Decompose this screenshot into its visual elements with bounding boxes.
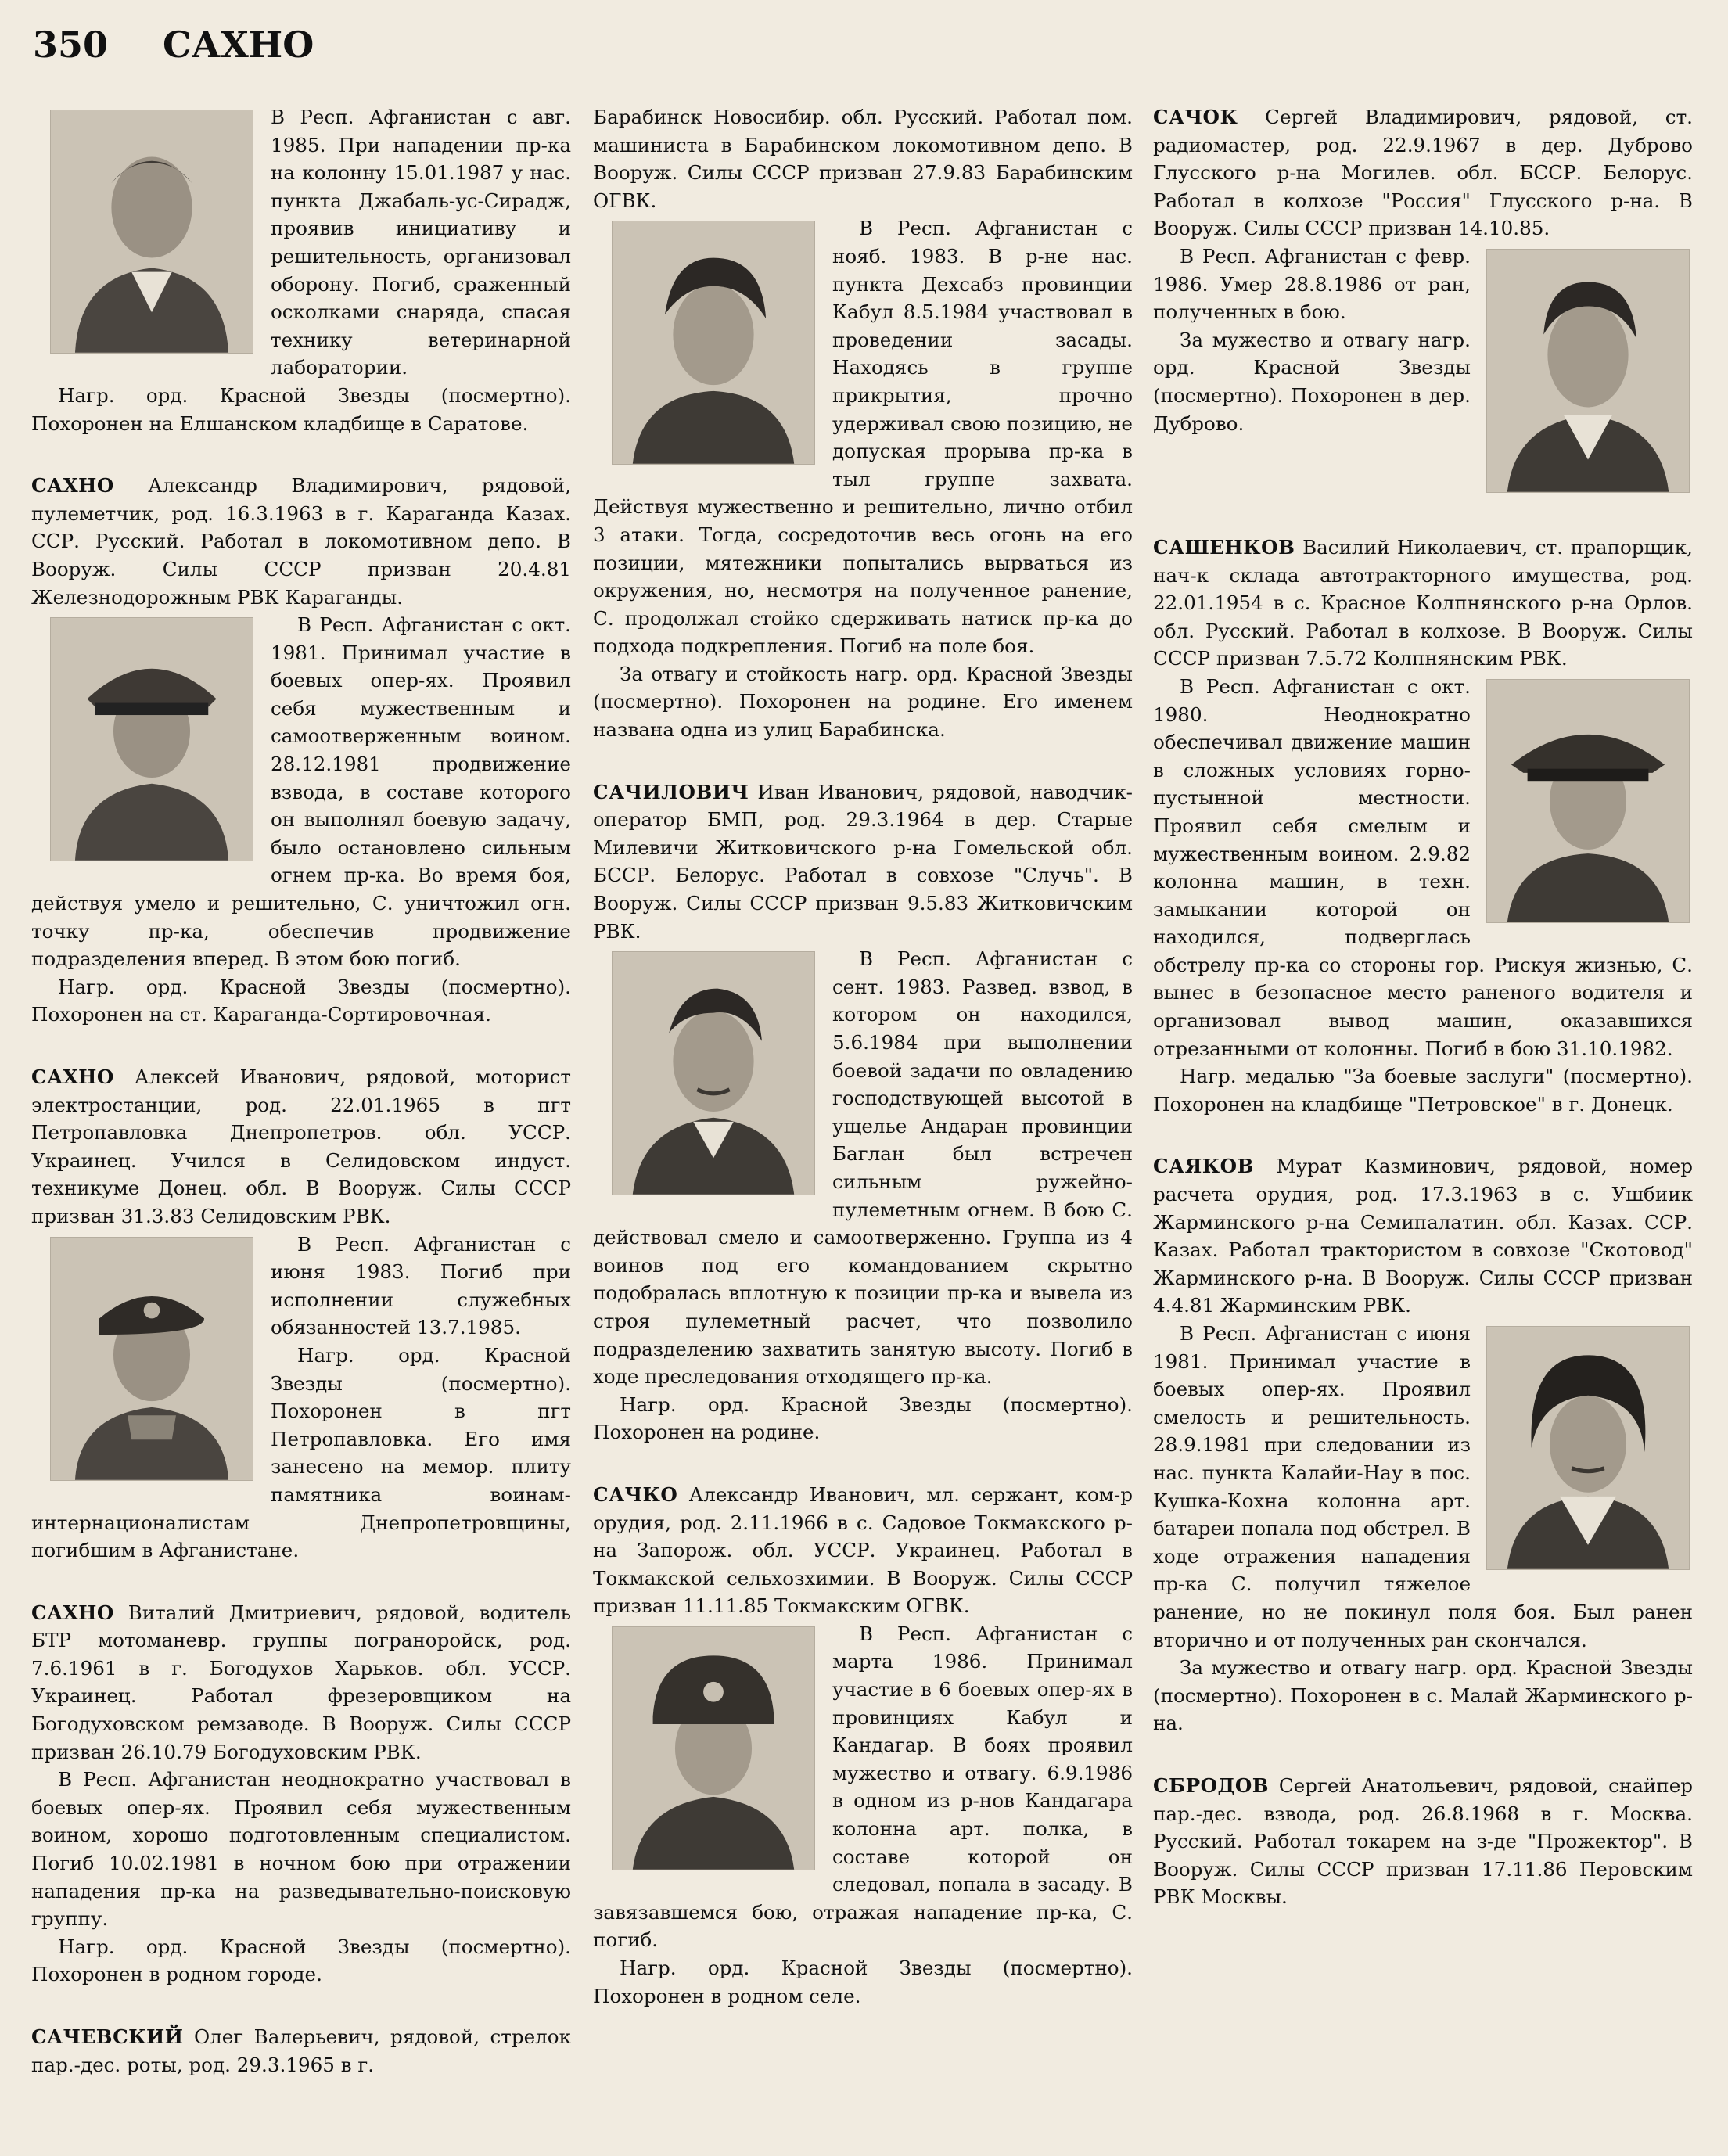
entry-sashenkov bbox=[1153, 534, 1693, 1118]
paragraph: Олег Валерьевич, рядовой, стрелок пар.-дес. роты, род. 29.3.1965 в г. bbox=[31, 2025, 571, 2076]
paragraph: За мужество и отвагу нагр. орд. Красной Звезды (посмертно). Похоронен в дер. Дуброво. bbox=[1153, 328, 1471, 435]
entry-sachevskiy bbox=[31, 2023, 571, 2079]
entry-continued bbox=[593, 103, 1133, 744]
paragraph: Александр Иванович, мл. сержант, ком-р орудия, род. 2.11.1966 в с. Садовое Токмакского р-на Запорож. обл. УССР. Украинец. Работал в Токмакской сельхозхимии. В Вооруж. Силы СССР призван 11.11.85 Токмакским ОГВК. bbox=[593, 1482, 1133, 1618]
entry-sayakov bbox=[1153, 1152, 1693, 1737]
portrait-icon bbox=[51, 1238, 253, 1480]
surname: САХНО bbox=[31, 1601, 114, 1624]
surname: САЧКО bbox=[593, 1482, 678, 1506]
paragraph: В Респ. Афганистан с февр. 1986. Умер 28.8.1986 от ран, полученных в бою. bbox=[1153, 244, 1471, 324]
entry-sachok bbox=[1153, 103, 1693, 499]
paragraph: В Респ. Афганистан с авг. 1985. При нападении пр-ка на колонну 15.01.1987 у нас. пункта Джабаль-ус-Сирадж, проявив инициативу и решительность, организовал оборону. Погиб, сраженный осколками снаряда, спасая технику ветеринарной лаборатории. bbox=[271, 106, 571, 379]
portrait-photo bbox=[612, 951, 815, 1195]
paragraph: В Респ. Афганистан с марта 1986. Принимал участие в 6 боевых опер-ях в провинциях Кабул и Кандагар. В боях проявил мужество и отвагу. 6.9.1986 в одном из р-нов Кандагара колонна арт. полка, в составе которой он следовал, попала в засаду. В завязавшемся бою, отражая нападение пр-ка, С. погиб. bbox=[593, 1622, 1133, 1952]
paragraph: Барабинск Новосибир. обл. Русский. Работал пом. машиниста в Барабинском локомотивном депо. В Вооруж. Силы СССР призван 27.9.83 Барабинским ОГВК. bbox=[593, 106, 1133, 212]
entry-continued bbox=[31, 103, 571, 437]
surname: САЧЕВСКИЙ bbox=[31, 2025, 184, 2048]
surname: САХНО bbox=[31, 1065, 114, 1088]
column-1 bbox=[31, 103, 571, 2113]
entry-sakhno-aleksey bbox=[31, 1063, 571, 1565]
portrait-photo bbox=[612, 221, 815, 465]
column-3 bbox=[1153, 103, 1693, 1946]
running-head: САХНО bbox=[163, 23, 314, 66]
portrait-photo bbox=[50, 1237, 253, 1481]
surname: САШЕНКОВ bbox=[1153, 535, 1295, 559]
portrait-icon bbox=[1487, 680, 1689, 922]
paragraph: Сергей Анатольевич, рядовой, снайпер пар.-дес. взвода, род. 26.8.1968 в г. Москва. Русский. Работал токарем на з-де "Прожектор". В Вооруж. Силы СССР призван 17.11.86 Перовским РВК Москвы. bbox=[1153, 1773, 1693, 1909]
surname: САХНО bbox=[31, 474, 114, 498]
portrait-icon bbox=[613, 221, 814, 464]
portrait-icon bbox=[1487, 1327, 1689, 1569]
paragraph: Алексей Иванович, рядовой, моторист электростанции, род. 22.01.1965 в пгт Петропавловка Днепропетров. обл. УССР. Украинец. Учился в Селидовском индуст. техникуме Донец. обл. В Вооруж. Силы СССР призван 31.3.83 Селидовским РВК. bbox=[31, 1065, 571, 1227]
surname: САЧОК bbox=[1153, 106, 1238, 128]
portrait-photo bbox=[50, 617, 253, 861]
portrait-icon bbox=[51, 618, 253, 861]
portrait-photo bbox=[1486, 1326, 1690, 1570]
paragraph: Нагр. медалью "За боевые заслуги" (посмертно). Похоронен на кладбище "Петровское" в г. Донецк. bbox=[1153, 1065, 1693, 1116]
surname: САЯКОВ bbox=[1153, 1155, 1254, 1178]
entry-sachko bbox=[593, 1481, 1133, 2010]
surname: САЧИЛОВИЧ bbox=[593, 780, 749, 803]
paragraph: Нагр. орд. Красной Звезды (посмертно). Похоронен на ст. Караганда-Сортировочная. bbox=[31, 975, 571, 1026]
paragraph: В Респ. Афганистан с июня 1983. Погиб при исполнении служебных обязанностей 13.7.1985. bbox=[271, 1232, 571, 1339]
paragraph: Нагр. орд. Красной Звезды (посмертно). Похоронен в родном селе. bbox=[593, 1957, 1133, 2007]
paragraph: В Респ. Афганистан с нояб. 1983. В р-не нас. пункта Дехсабз провинции Кабул 8.5.1984 участвовал в проведении засады. Находясь в группе прикрытия, прочно удерживал свою позицию, не допуская прорыва пр-ка в тыл группе захвата. Действуя мужественно и решительно, лично отбил 3 атаки. Тогда, сосредоточив весь огонь на его позиции, мятежники попытались вырваться из окружения, но, несмотря на полученное ранение, С. продолжал стойко сдерживать натиск пр-ка до подхода подкрепления. Погиб на поле боя. bbox=[593, 217, 1133, 658]
entry-sbrodov bbox=[1153, 1772, 1693, 1911]
paragraph: В Респ. Афганистан с окт. 1981. Принимал участие в боевых опер-ях. Проявил себя мужественным и самоотверженным воином. 28.12.1981 продвижение взвода, в составе которого он выполнял боевую задачу, было остановлено сильным огнем пр-ка. Во время боя, действуя умело и решительно, С. уничтожил огн. точку пр-ка, обеспечив продвижение подразделения вперед. В этом бою погиб. bbox=[31, 613, 571, 971]
entry-sakhno-aleksandr bbox=[31, 472, 571, 1029]
paragraph: Нагр. орд. Красной Звезды (посмертно). Похоронен в пгт Петропавловка. Его имя занесено на мемор. плиту памятника воинам-интернационалистам Днепропетровщины, погибшим в Афганистане. bbox=[31, 1343, 571, 1562]
paragraph: В Респ. Афганистан с окт. 1980. Неоднократно обеспечивал движение машин в сложных условиях горно-пустынной местности. Проявил себя смелым и мужественным воином. 2.9.82 колонна машин, в техн. замыкании которой он находился, подверглась обстрелу пр-ка со стороны гор. Рискуя жизнью, С. вынес в безопасное место раненого водителя и организовал вывод машин, оказавшихся отрезанными от колонны. Погиб в бою 31.10.1982. bbox=[1153, 674, 1693, 1060]
paragraph: Иван Иванович, рядовой, наводчик-оператор БМП, род. 29.3.1964 в дер. Старые Милевичи Житковичского р-на Гомельской обл. БССР. Белорус. Работал в совхозе "Случь". В Вооруж. Силы СССР призван 9.5.83 Житковичским РВК. bbox=[593, 780, 1133, 943]
paragraph: Василий Николаевич, ст. прапорщик, нач-к склада автотракторного имущества, род. 22.01.1954 в с. Красное Колпнянского р-на Орлов. обл. Русский. Работал в колхозе. В Вооруж. Силы СССР призван 7.5.72 Колпнянским РВК. bbox=[1153, 535, 1693, 670]
portrait-icon bbox=[613, 952, 814, 1195]
portrait-photo bbox=[50, 110, 253, 354]
paragraph: Сергей Владимирович, рядовой, ст. радиомастер, род. 22.9.1967 в дер. Дуброво Глусского р-на Могилев. обл. БССР. Белорус. Работал в колхозе "Россия" Глусского р-на. В Вооруж. Силы СССР призван 14.10.85. bbox=[1153, 106, 1693, 240]
paragraph: Нагр. орд. Красной Звезды (посмертно). Похоронен на родине. bbox=[593, 1392, 1133, 1444]
paragraph: Александр Владимирович, рядовой, пулеметчик, род. 16.3.1963 в г. Караганда Казах. ССР. Русский. Работал в локомотивном депо. В Вооруж. Силы СССР призван 20.4.81 Железнодорожным РВК Караганды. bbox=[31, 474, 571, 609]
surname: СБРОДОВ bbox=[1153, 1773, 1270, 1797]
column-2 bbox=[593, 103, 1133, 2044]
portrait-icon bbox=[613, 1627, 814, 1870]
entry-sachilovich bbox=[593, 778, 1133, 1446]
paragraph: За отвагу и стойкость нагр. орд. Красной Звезды (посмертно). Похоронен на родине. Его именем названа одна из улиц Барабинска. bbox=[593, 662, 1133, 742]
paragraph: В Респ. Афганистан неоднократно участвовал в боевых опер-ях. Проявил себя мужественным воином, хорошо подготовленным специалистом. Погиб 10.02.1981 в ночном бою при отражении нападения пр-ка на разведывательно-поисковую группу. bbox=[31, 1768, 571, 1931]
paragraph: В Респ. Афганистан с июня 1981. Принимал участие в боевых опер-ях. Проявил смелость и решительность. 28.9.1981 при следовании из нас. пункта Калайи-Нау в пос. Кушка-Кохна колонна арт. батареи попала под обстрел. В ходе отражения нападения пр-ка С. получил тяжелое ранение, но не покинул поля боя. Был ранен вторично и от полученных ран скончался. bbox=[1153, 1322, 1693, 1651]
entry-sakhno-vitaliy bbox=[31, 1599, 571, 1989]
paragraph: В Респ. Афганистан с сент. 1983. Развед. взвод, в котором он находился, 5.6.1984 при выполнении боевой задачи по овладению господствующей высотой в ущелье Андаран провинции Баглан был встречен сильным ружейно-пулеметным огнем. В бою С. действовал смело и самоотверженно. Группа из 4 воинов под его командованием скрытно подобралась вплотную к позиции пр-ка и вывела из строя пулеметный расчет, что позволило подразделению захватить занятую высоту. Погиб в ходе преследования отходящего пр-ка. bbox=[593, 947, 1133, 1389]
page-header bbox=[33, 23, 314, 78]
paragraph: Мурат Казминович, рядовой, номер расчета орудия, род. 17.3.1963 в с. Ушбиик Жарминского р-на Семипалатин. обл. Казах. ССР. Казах. Работал трактористом в совхозе "Скотовод" Жарминского р-на. В Вооруж. Силы СССР призван 4.4.81 Жарминским РВК. bbox=[1153, 1155, 1693, 1317]
portrait-photo bbox=[612, 1626, 815, 1870]
paragraph: Виталий Дмитриевич, рядовой, водитель БТР мотоманевр. группы пограноройск, род. 7.6.1961 в г. Богодухов Харьков. обл. УССР. Украинец. Работал фрезеровщиком на Богодуховском ремзаводе. В Вооруж. Силы СССР призван 26.10.79 Богодуховским РВК. bbox=[31, 1601, 571, 1763]
portrait-icon bbox=[1487, 250, 1689, 492]
paragraph: За мужество и отвагу нагр. орд. Красной Звезды (посмертно). Похоронен в с. Малай Жарминского р-на. bbox=[1153, 1656, 1693, 1735]
paragraph: Нагр. орд. Красной Звезды (посмертно). Похоронен в родном городе. bbox=[31, 1935, 571, 1986]
paragraph: Нагр. орд. Красной Звезды (посмертно). Похоронен на Елшанском кладбище в Саратове. bbox=[31, 383, 571, 435]
portrait-icon bbox=[51, 110, 253, 353]
portrait-photo bbox=[1486, 679, 1690, 923]
portrait-photo bbox=[1486, 249, 1690, 493]
page-number: 350 bbox=[33, 23, 109, 66]
